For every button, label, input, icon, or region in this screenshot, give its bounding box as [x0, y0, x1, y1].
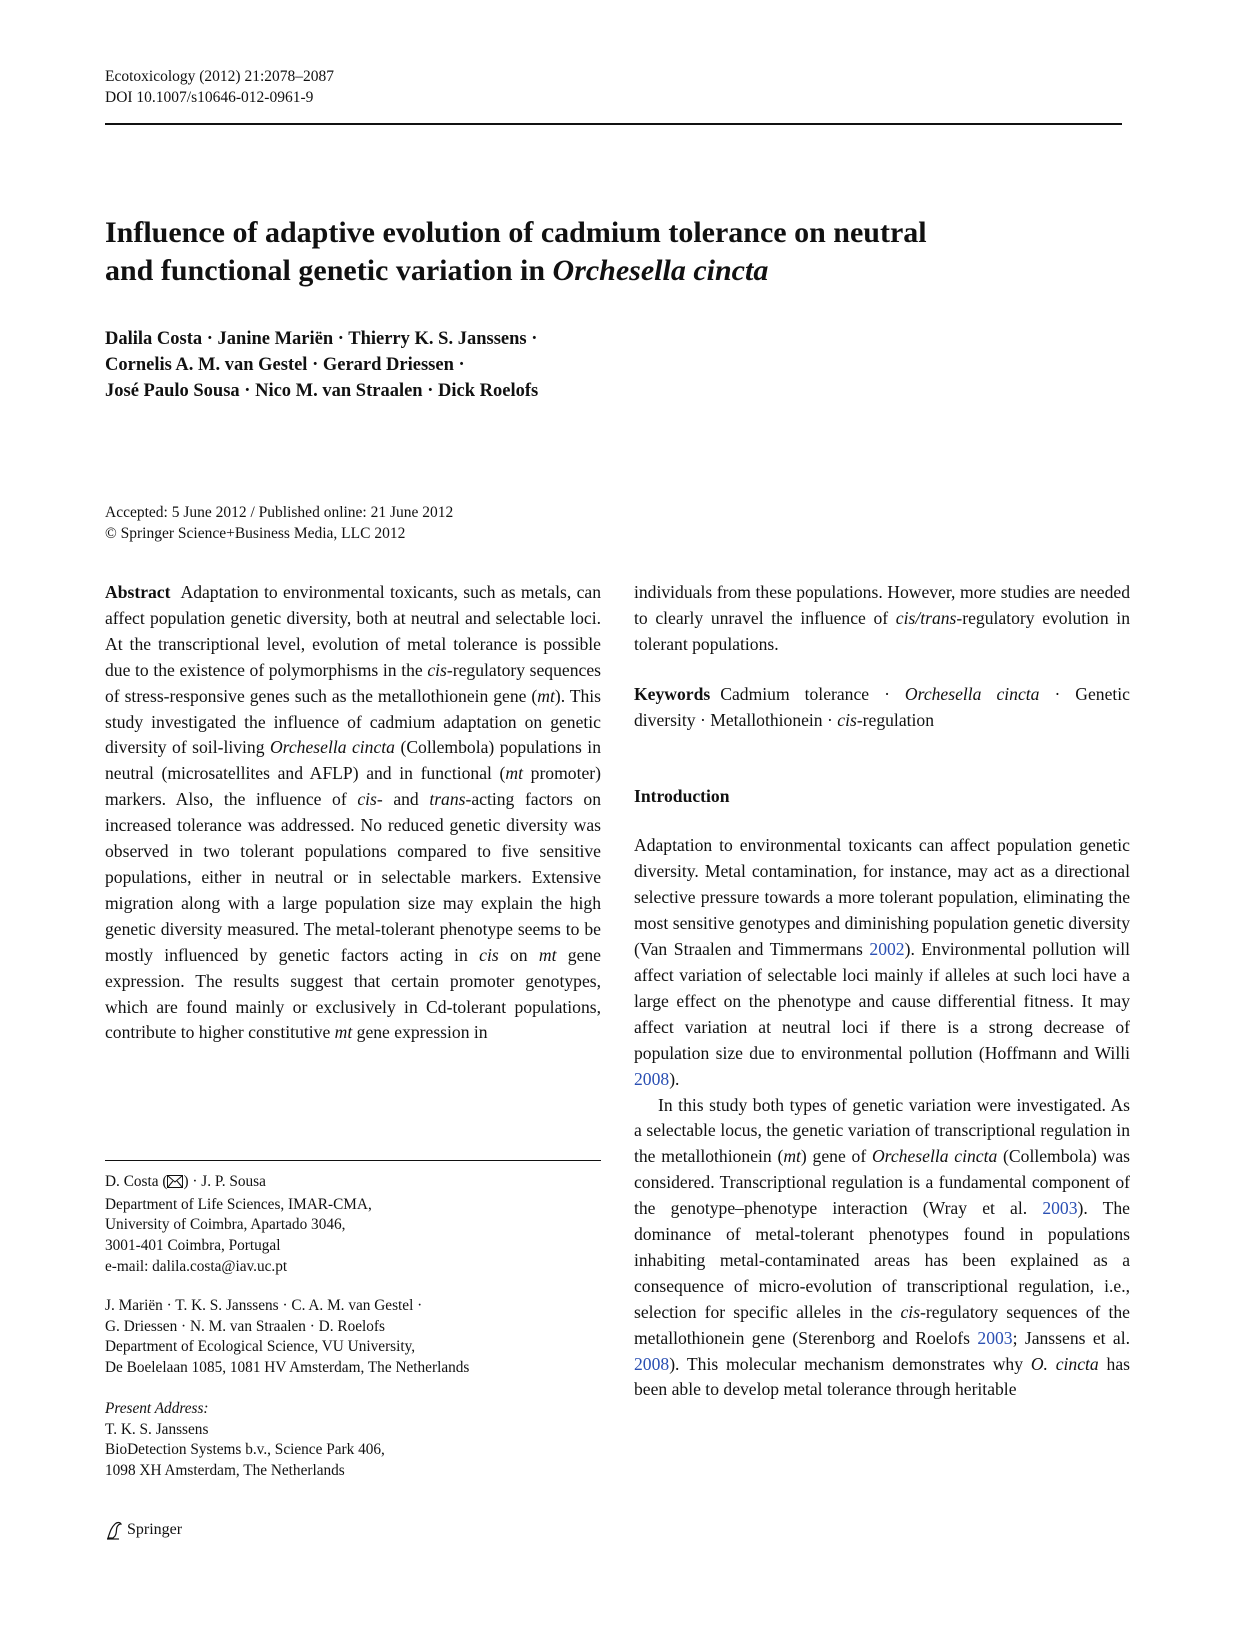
aff2-line3: Department of Ecological Science, VU University, — [105, 1338, 416, 1356]
abstract-text: gene expression in — [352, 1022, 488, 1043]
intro-text: ). This molecular mechanism demonstrates why — [669, 1353, 1031, 1374]
keyword-text: -regulation — [856, 709, 934, 730]
abstract-italic: Orchesella cincta — [269, 737, 395, 758]
authors-line-3: José Paulo Sousa · Nico M. van Straalen · Dick Roelofs — [105, 381, 539, 401]
aff3-line3: 1098 XH Amsterdam, The Netherlands — [105, 1462, 345, 1480]
abstract-continuation — [634, 580, 1130, 658]
intro-text: ). Environmental pollution will affect variation of selectable loci mainly if alleles at such loci have a large effect on the phenotype and cause differential fitness. It may affect variation at neutral loci if there is a strong decrease of population size due to environmental pollution (Hoffmann and Willi — [634, 939, 1131, 1063]
intro-text: In this study both types of genetic variation were investigated. As a selectable locus, the genetic variation of transcriptional regulation in the metallothionein ( — [634, 1094, 1130, 1167]
abstract-text: (Collembola) populations in neutral (microsatellites and AFLP) and in functional ( — [105, 737, 601, 784]
journal-citation: Ecotoxicology (2012) 21:2078–2087 — [105, 68, 335, 85]
publication-dates — [105, 502, 453, 544]
authors-line-2: Cornelis A. M. van Gestel · Gerard Driessen · — [105, 355, 465, 375]
citation-link[interactable]: 2008 — [634, 1068, 670, 1089]
intro-italic: O. cincta — [1030, 1353, 1099, 1374]
aff1-line4: 3001-401 Coimbra, Portugal — [105, 1237, 281, 1255]
abstract-paragraph — [105, 580, 601, 1046]
intro-italic: Orchesella cincta — [871, 1146, 998, 1167]
copyright: © Springer Science+Business Media, LLC 2012 — [105, 525, 406, 542]
abstract-italic: trans — [429, 789, 466, 810]
citation-link[interactable]: 2002 — [869, 939, 905, 960]
keywords — [634, 682, 1130, 734]
aff1-line3: University of Coimbra, Apartado 3046, — [105, 1216, 346, 1234]
present-address-label: Present Address: — [105, 1400, 209, 1417]
abstract-text: on — [498, 944, 539, 965]
intro-text: ). — [669, 1068, 680, 1089]
abstract-text: -regulatory evolution in tolerant populations. — [634, 607, 1130, 654]
aff2-line4: De Boelelaan 1085, 1081 HV Amsterdam, The Netherlands — [105, 1359, 470, 1377]
author-list — [105, 326, 805, 404]
aff1-line1 — [105, 1172, 601, 1195]
abstract-italic: mt — [334, 1022, 353, 1043]
intro-text: Adaptation to environmental toxicants can affect population genetic diversity. Metal contamination, for instance, may act as a directional selective pressure towards a more tolerant population, eliminating the most sensitive genotypes and diminishing population genetic diversity (Van Straalen and Timmermans — [634, 835, 1130, 960]
intro-text: -regulatory sequences of the metallothionein gene (Sterenborg and Roelofs — [634, 1301, 1130, 1348]
keyword-text: Cadmium tolerance · — [720, 683, 905, 704]
citation-link[interactable]: 2003 — [1042, 1198, 1078, 1219]
citation-link[interactable]: 2003 — [977, 1327, 1013, 1348]
keyword-text: · Genetic diversity · Metallothionein · — [634, 683, 1130, 730]
intro-text: (Collembola) was considered. Transcriptional regulation is a fundamental component of the genotype–phenotype interaction (Wray et al. — [634, 1146, 1130, 1219]
keywords-label: Keywords — [634, 683, 711, 704]
abstract-text: - and — [376, 789, 430, 810]
publisher-footer — [105, 1520, 182, 1540]
abstract-italic: cis — [357, 789, 377, 810]
intro-text: ; Janssens et al. — [1012, 1327, 1131, 1348]
intro-text: ). The dominance of metal-tolerant phenotypes found in populations inhabiting metal-contaminated areas has been explained as a consequence of micro-evolution of transcriptional regulation, i.e., selection for specific alleles in the — [634, 1198, 1130, 1322]
intro-paragraph-2 — [634, 1093, 1130, 1404]
title-species: Orchesella cincta — [552, 254, 769, 287]
abstract-italic: mt — [538, 944, 557, 965]
affiliation-present-address — [105, 1399, 601, 1482]
abstract-italic: mt — [505, 763, 523, 784]
aff-text: ) · J. P. Sousa — [183, 1173, 266, 1190]
intro-text: has been able to develop metal tolerance through heritable — [634, 1353, 1130, 1400]
abstract-text: Adaptation to environmental toxicants, such as metals, can affect population genetic diversity, both at neutral and selectable loci. At the transcriptional level, evolution of metal tolerance is possible due to the existence of polymorphisms in the — [105, 582, 601, 680]
aff1-email[interactable]: e-mail: dalila.costa@iav.uc.pt — [105, 1257, 288, 1275]
affiliation-1 — [105, 1172, 601, 1278]
intro-italic: cis — [900, 1301, 921, 1322]
abstract-text: gene expression. The results suggest that certain promoter genotypes, which are found mainly or exclusively in Cd-tolerant populations, contribute to higher constitutive — [105, 944, 601, 1043]
keyword-italic: cis — [837, 709, 857, 730]
header-rule — [105, 123, 1122, 125]
abstract-italic: cis/trans — [895, 607, 957, 628]
abstract-text: -regulatory sequences of stress-responsive genes such as the metallothionein gene ( — [105, 659, 601, 706]
citation-link[interactable]: 2008 — [634, 1353, 670, 1374]
title-line-2 — [105, 252, 1122, 290]
envelope-icon[interactable] — [167, 1174, 183, 1195]
aff2-line1: J. Mariën · T. K. S. Janssens · C. A. M. van Gestel · — [105, 1297, 423, 1314]
title-line-2-text: and functional genetic variation in — [105, 254, 546, 287]
abstract-text: ). This study investigated the influence of cadmium adaptation on genetic diversity of soil-living — [105, 685, 601, 758]
abstract-text: promoter) markers. Also, the influence of — [105, 763, 601, 810]
intro-italic: mt — [783, 1146, 801, 1167]
springer-horse-icon — [105, 1520, 123, 1540]
doi: DOI 10.1007/s10646-012-0961-9 — [105, 89, 314, 106]
journal-header — [105, 66, 334, 108]
abstract-italic: cis — [479, 944, 499, 965]
section-heading-introduction: Introduction — [634, 785, 730, 806]
publisher-name: Springer — [127, 1521, 183, 1538]
keyword-italic: Orchesella cincta — [904, 683, 1040, 704]
abstract-italic: cis — [427, 659, 447, 680]
aff3-line1: T. K. S. Janssens — [105, 1420, 209, 1438]
aff3-line2: BioDetection Systems b.v., Science Park 406, — [105, 1441, 385, 1459]
accepted-published: Accepted: 5 June 2012 / Published online: 21 June 2012 — [105, 504, 454, 521]
right-column — [634, 580, 1130, 1403]
aff2-line2: G. Driessen · N. M. van Straalen · D. Roelofs — [105, 1317, 385, 1335]
authors-line-1: Dalila Costa · Janine Mariën · Thierry K. S. Janssens · — [105, 329, 538, 349]
abstract-text: -acting factors on increased tolerance was addressed. No reduced genetic diversity was observed in two tolerant populations compared to five sensitive populations, either in neutral or in selectable markers. Extensive migration along with a large population size may explain the high genetic diversity measured. The metal-tolerant phenotype seems to be mostly influenced by genetic factors acting in — [105, 789, 601, 965]
abstract-text: individuals from these populations. However, more studies are needed to clearly unravel the influence of — [634, 582, 1130, 628]
affiliation-2 — [105, 1296, 601, 1379]
aff-text: D. Costa ( — [105, 1173, 168, 1190]
abstract-column-left — [105, 580, 601, 1046]
title-line-1: Influence of adaptive evolution of cadmium tolerance on neutral — [105, 216, 927, 249]
affiliation-rule — [105, 1160, 601, 1161]
abstract-label: Abstract — [105, 582, 171, 602]
aff1-line2: Department of Life Sciences, IMAR-CMA, — [105, 1195, 372, 1213]
intro-text: ) gene of — [800, 1146, 872, 1167]
abstract-italic: mt — [537, 685, 555, 706]
intro-paragraph-1 — [634, 833, 1130, 1092]
paper-title — [105, 214, 1122, 290]
